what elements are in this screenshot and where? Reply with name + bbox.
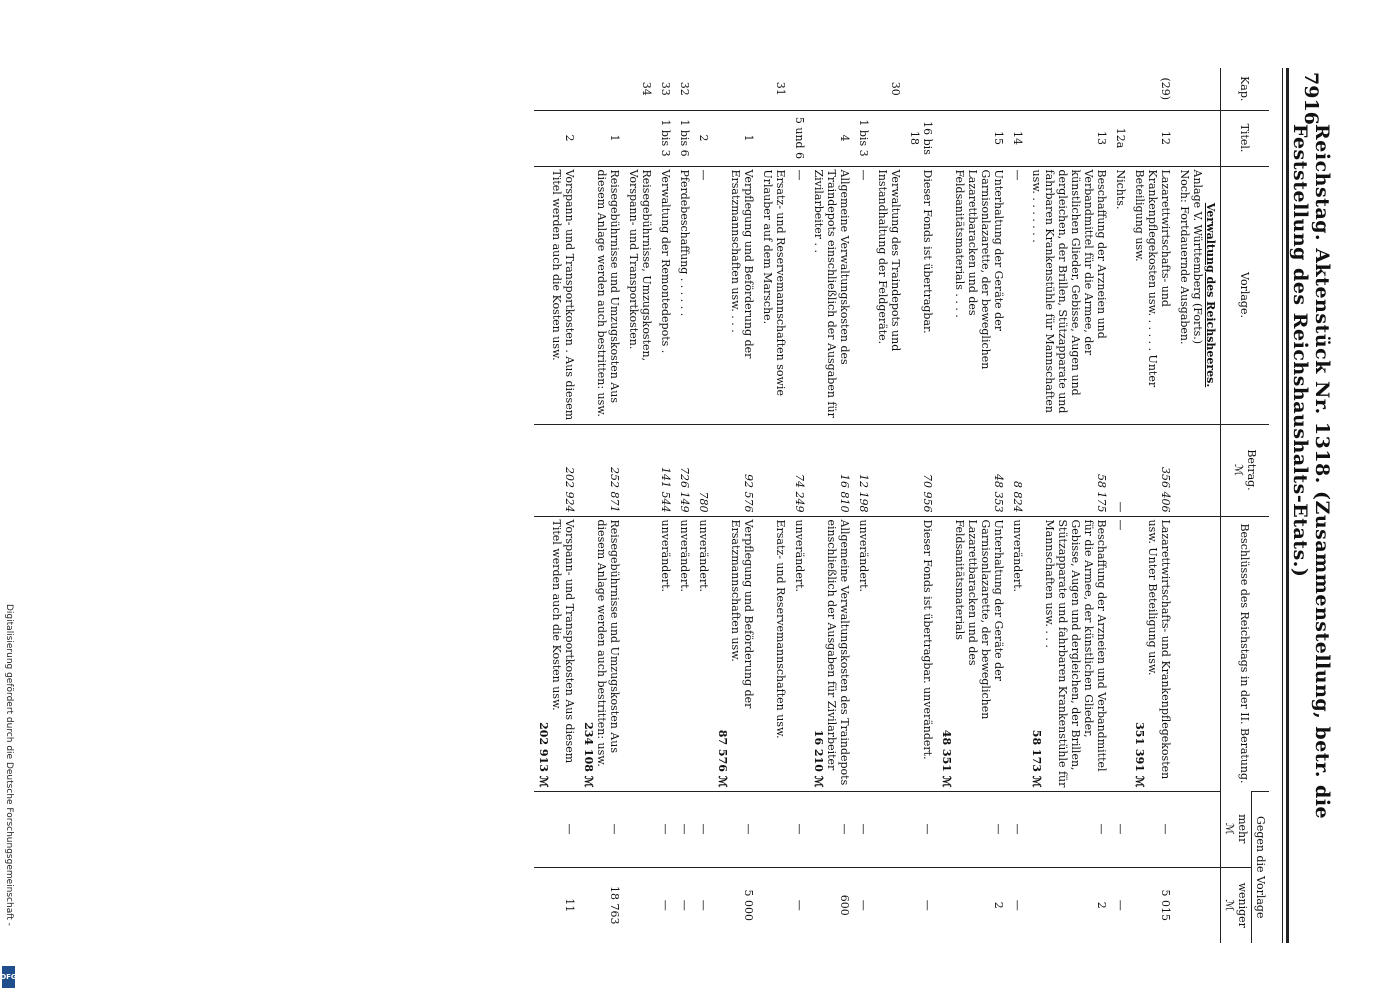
col-header-weniger <box>1221 867 1252 943</box>
cell-titel <box>1027 110 1111 166</box>
cell-betrag-text: 780 <box>697 491 710 513</box>
mehr-unit: ℳ <box>1223 822 1236 835</box>
cell-kap-text: 34 <box>640 81 653 96</box>
cell-weniger-text: 600 <box>838 894 851 916</box>
cell-vorlage-text: Beschaffung der Arzneien und Verbandmittel für die Armee, der künstlichen Glieder, Gebisse, Augen und dergleichen, der Brillen, Stützapparate und fahrbaren Krankenstühle für Mannschaften usw. . . . . . . . <box>1030 169 1108 414</box>
cell-beschluss <box>905 516 937 791</box>
cell-weniger <box>937 867 1008 943</box>
cell-vorlage <box>1008 166 1027 424</box>
table-row <box>694 68 713 943</box>
cell-mehr-text: — <box>608 823 621 835</box>
cell-kap <box>873 68 905 110</box>
cell-vorlage-text: Lazarettwirtschafts- und Krankenpflegekosten usw. . . . . . Unter Beteiligung usw. <box>1133 169 1172 388</box>
cell-betrag-text: 252 871 <box>608 467 621 513</box>
cell-mehr <box>790 791 809 867</box>
table-row <box>656 68 675 943</box>
cell-kap <box>854 68 873 110</box>
cell-weniger-text: 5 000 <box>742 889 755 921</box>
cell-vorlage <box>758 166 790 424</box>
cell-weniger-text: — <box>1114 899 1127 911</box>
cell-weniger <box>694 867 713 943</box>
cell-betrag <box>758 424 790 516</box>
cell-mehr <box>624 791 656 867</box>
cell-kap <box>656 68 675 110</box>
col-header-gegen: Gegen die Vorlage <box>1252 791 1270 943</box>
table-row <box>624 68 656 943</box>
cell-mehr <box>656 791 675 867</box>
cell-beschluss-text: unverändert. <box>678 519 691 593</box>
cell-beschluss <box>1008 516 1027 791</box>
cell-kap <box>809 68 854 110</box>
cell-vorlage <box>579 166 624 424</box>
cell-vorlage <box>1027 166 1111 424</box>
budget-table <box>534 68 1269 943</box>
cell-titel <box>624 110 656 166</box>
table-row <box>809 68 854 943</box>
cell-beschluss-text: unverändert. <box>697 519 710 593</box>
cell-betrag-text: 141 544 <box>659 467 672 513</box>
col-header-vorlage: Vorlage. <box>1221 166 1270 424</box>
cell-betrag <box>694 424 713 516</box>
cell-beschluss-text: unverändert. <box>857 519 870 593</box>
table-row <box>758 68 790 943</box>
cell-weniger <box>534 867 579 943</box>
cell-mehr <box>1130 791 1175 867</box>
cell-kap <box>790 68 809 110</box>
cell-vorlage <box>873 166 905 424</box>
cell-weniger <box>905 867 937 943</box>
cell-titel-text: 4 <box>838 134 851 142</box>
table-body <box>534 68 1221 943</box>
cell-mehr <box>854 791 873 867</box>
cell-vorlage <box>809 166 854 424</box>
cell-beschluss-text: Allgemeine Verwaltungskosten des Traindepots einschließlich der Ausgaben für Zivilarbeiter <box>825 519 851 786</box>
cell-beschluss-text: Verpflegung und Beförderung der Ersatzmannschaften usw. <box>729 519 755 709</box>
cell-beschluss-text: Vorspann- und Transportkosten Aus diesem Titel werden auch die Kosten usw. <box>550 519 576 764</box>
cell-kap-text: 33 <box>659 81 672 96</box>
cell-betrag-text: 12 198 <box>857 474 870 513</box>
cell-beschluss-text: — <box>1114 519 1127 531</box>
cell-weniger-text: — <box>678 899 691 911</box>
cell-weniger <box>1111 867 1130 943</box>
cell-vorlage-text: Verpflegung und Beförderung der Ersatzmannschaften usw. . . . <box>729 169 755 359</box>
cell-mehr-text: — <box>1114 823 1127 835</box>
cell-mehr-text: — <box>742 823 755 835</box>
cell-weniger <box>1027 867 1111 943</box>
table-header <box>1221 68 1270 943</box>
cell-kap <box>694 68 713 110</box>
cell-weniger-text: — <box>697 899 710 911</box>
table-row <box>1008 68 1027 943</box>
section-heading-row <box>1175 68 1221 943</box>
table-row <box>1111 68 1130 943</box>
cell-titel-text: 14 <box>1011 131 1024 145</box>
cell-titel <box>809 110 854 166</box>
cell-mehr <box>937 791 1008 867</box>
cell-vorlage <box>675 166 694 424</box>
cell-weniger-text: — <box>659 899 672 911</box>
table-row <box>713 68 758 943</box>
cell-weniger <box>809 867 854 943</box>
cell-mehr-text: — <box>838 823 851 835</box>
cell-vorlage-text: Pferdebeschaffung . . . . . . <box>678 169 691 317</box>
cell-betrag <box>873 424 905 516</box>
cell-betrag <box>534 424 579 516</box>
cell-kap <box>534 68 579 110</box>
cell-vorlage-text: Dieser Fonds ist übertragbar. <box>921 169 934 334</box>
col-header-titel: Titel. <box>1221 110 1270 166</box>
cell-weniger-text: — <box>793 899 806 911</box>
cell-betrag <box>905 424 937 516</box>
cell-vorlage <box>1111 166 1130 424</box>
cell-titel <box>937 110 1008 166</box>
cell-mehr <box>675 791 694 867</box>
cell-beschluss-text: Reisegebührnisse und Umzugskosten Aus diesem Anlage werden auch bestritten: usw. <box>595 519 621 767</box>
cell-weniger <box>873 867 905 943</box>
table-row <box>937 68 1008 943</box>
cell-betrag <box>1111 424 1130 516</box>
cell-mehr-text: — <box>1011 823 1024 835</box>
cell-kap <box>624 68 656 110</box>
cell-beschluss-amount: 202 913 ℳ <box>537 722 550 788</box>
page-header-title: Reichstag. Aktenstück Nr. 1318. (Zusammenstellung, betr. die Feststellung des Reichshaushalts-Etats.) <box>1289 124 1333 820</box>
cell-mehr <box>905 791 937 867</box>
page-number: 7916 <box>1300 72 1322 125</box>
cell-titel <box>905 110 937 166</box>
cell-beschluss <box>579 516 624 791</box>
cell-betrag <box>937 424 1008 516</box>
page-header <box>1290 72 1332 952</box>
table-row <box>1130 68 1175 943</box>
cell-weniger <box>624 867 656 943</box>
cell-beschluss <box>624 516 656 791</box>
cell-weniger-text: 2 <box>1095 901 1108 909</box>
cell-titel-text: 5 und 6 <box>793 116 806 160</box>
table-row <box>854 68 873 943</box>
header-rule-thick <box>1286 68 1289 943</box>
cell-kap <box>1027 68 1111 110</box>
cell-titel-text: 1 <box>742 134 755 142</box>
cell-mehr <box>758 791 790 867</box>
cell-vorlage <box>624 166 656 424</box>
header-rule-thin <box>1282 68 1283 943</box>
cell-beschluss <box>656 516 675 791</box>
cell-weniger-text: 2 <box>992 901 1005 909</box>
table-row <box>790 68 809 943</box>
cell-kap <box>905 68 937 110</box>
cell-beschluss <box>534 516 579 791</box>
cell-betrag-text: 726 149 <box>678 467 691 513</box>
section-subtitle-2: Noch: Fortdauernde Ausgaben. <box>1178 169 1191 345</box>
cell-vorlage <box>694 166 713 424</box>
cell-titel-text: 1 bis 6 <box>678 119 691 157</box>
cell-titel <box>1008 110 1027 166</box>
cell-vorlage-text: Reisegebührnisse, Umzugskosten, Vorspann- und Transportkosten. <box>627 169 653 362</box>
cell-beschluss-text: unverändert. <box>659 519 672 593</box>
cell-mehr-text: — <box>992 823 1005 835</box>
digitization-note-text: Digitalisierung gefördert durch die Deutsche Forschungsgemeinschaft - <box>4 604 14 926</box>
cell-kap <box>1111 68 1130 110</box>
cell-titel <box>656 110 675 166</box>
cell-betrag <box>713 424 758 516</box>
cell-titel <box>713 110 758 166</box>
cell-titel-text: 13 <box>1095 131 1108 145</box>
cell-vorlage-text: Ersatz- und Reservemannschaften sowie Urlauber auf dem Marsche. <box>761 169 787 396</box>
cell-beschluss-amount: 48 351 ℳ <box>940 729 953 788</box>
cell-betrag-text: — <box>1114 501 1127 513</box>
cell-beschluss <box>809 516 854 791</box>
cell-vorlage <box>905 166 937 424</box>
cell-kap <box>1008 68 1027 110</box>
betrag-unit: ℳ <box>1232 464 1245 476</box>
table-row <box>675 68 694 943</box>
cell-vorlage-text: Nichts. <box>1114 169 1127 210</box>
cell-kap-text: (29) <box>1159 77 1172 101</box>
cell-titel-text: 1 <box>608 134 621 142</box>
cell-titel <box>579 110 624 166</box>
cell-betrag <box>1130 424 1175 516</box>
cell-beschluss-amount: 87 576 ℳ <box>716 729 729 788</box>
cell-beschluss-amount: 351 391 ℳ <box>1133 722 1146 788</box>
cell-beschluss-text: Unterhaltung der Geräte der Garnisonlazarette, der beweglichen Lazarettbaracken und des Feldsanitätsmaterials <box>953 519 1005 720</box>
cell-mehr <box>694 791 713 867</box>
section-title: Verwaltung des Reichsheeres. <box>1204 202 1217 388</box>
cell-vorlage-text: Reisegebührnisse und Umzugskosten Aus diesem Anlage werden auch bestritten: usw. <box>595 169 621 417</box>
cell-betrag-text: 70 956 <box>921 474 934 513</box>
cell-beschluss <box>854 516 873 791</box>
cell-kap-text: 31 <box>774 81 787 96</box>
cell-mehr <box>1008 791 1027 867</box>
cell-beschluss <box>1130 516 1175 791</box>
cell-weniger <box>758 867 790 943</box>
cell-betrag-text: 48 353 <box>992 474 1005 513</box>
cell-weniger-text: 5 015 <box>1159 889 1172 921</box>
col-header-betrag <box>1221 424 1270 516</box>
weniger-label: weniger <box>1236 882 1249 928</box>
cell-vorlage <box>656 166 675 424</box>
cell-vorlage <box>790 166 809 424</box>
cell-beschluss <box>713 516 758 791</box>
cell-beschluss-text: Lazarettwirtschafts- und Krankenpflegekosten usw. Unter Beteiligung usw. <box>1146 519 1172 780</box>
cell-betrag-text: 8 824 <box>1011 481 1024 513</box>
cell-vorlage <box>1130 166 1175 424</box>
cell-beschluss <box>694 516 713 791</box>
cell-betrag <box>809 424 854 516</box>
cell-beschluss-text: unverändert. <box>1011 519 1024 593</box>
col-header-mehr <box>1221 791 1252 867</box>
cell-kap-text: 32 <box>678 81 691 96</box>
cell-titel-text: 12 <box>1159 131 1172 145</box>
cell-vorlage <box>854 166 873 424</box>
cell-weniger <box>713 867 758 943</box>
cell-beschluss <box>758 516 790 791</box>
cell-vorlage-text: — <box>697 169 710 181</box>
cell-beschluss-amount: 16 210 ℳ <box>812 729 825 788</box>
cell-betrag <box>790 424 809 516</box>
cell-betrag-text: 202 924 <box>563 467 576 513</box>
cell-weniger-text: — <box>1011 899 1024 911</box>
cell-beschluss <box>937 516 1008 791</box>
cell-mehr <box>713 791 758 867</box>
col-header-beschluesse: Beschlüsse des Reichstags in der II. Beratung. <box>1221 516 1270 791</box>
cell-titel-text: 2 <box>563 134 576 142</box>
cell-beschluss-amount: 58 173 ℳ <box>1030 729 1043 788</box>
cell-titel-text: 15 <box>992 131 1005 145</box>
cell-beschluss <box>675 516 694 791</box>
cell-weniger-text: — <box>921 899 934 911</box>
cell-kap <box>758 68 790 110</box>
table-row <box>1027 68 1111 943</box>
cell-weniger <box>579 867 624 943</box>
cell-betrag-text: 74 249 <box>793 474 806 513</box>
cell-titel <box>873 110 905 166</box>
cell-titel-text: 12a <box>1114 127 1127 149</box>
cell-vorlage-text: Verwaltung des Traindepots und Instandhaltung der Feldgeräte. <box>876 169 902 352</box>
dfg-logo: DFG <box>2 966 15 988</box>
cell-mehr <box>534 791 579 867</box>
cell-betrag <box>624 424 656 516</box>
cell-mehr <box>579 791 624 867</box>
cell-vorlage <box>713 166 758 424</box>
betrag-label: Betrag. <box>1245 449 1258 491</box>
cell-beschluss <box>873 516 905 791</box>
cell-titel-text: 1 bis 3 <box>857 119 870 157</box>
cell-vorlage-text: Vorspann- und Transportkosten . Aus diesem Titel werden auch die Kosten usw. <box>550 169 576 421</box>
cell-beschluss-text: unverändert. <box>793 519 806 593</box>
cell-titel <box>534 110 579 166</box>
cell-titel-text: 2 <box>697 134 710 142</box>
cell-mehr <box>1027 791 1111 867</box>
cell-mehr-text: — <box>697 823 710 835</box>
cell-beschluss <box>790 516 809 791</box>
cell-betrag <box>675 424 694 516</box>
cell-beschluss-amount: 234 108 ℳ <box>582 722 595 788</box>
cell-mehr-text: — <box>563 823 576 835</box>
cell-vorlage-text: — <box>857 169 870 181</box>
cell-weniger <box>1130 867 1175 943</box>
cell-vorlage <box>534 166 579 424</box>
weniger-unit: ℳ <box>1223 899 1236 912</box>
cell-kap <box>937 68 1008 110</box>
cell-beschluss <box>1111 516 1130 791</box>
cell-mehr-text: — <box>1095 823 1108 835</box>
cell-betrag <box>1008 424 1027 516</box>
digitization-note <box>2 604 16 994</box>
cell-mehr-text: — <box>659 823 672 835</box>
cell-vorlage-text: — <box>1011 169 1024 181</box>
cell-titel <box>854 110 873 166</box>
cell-kap <box>579 68 624 110</box>
cell-weniger <box>790 867 809 943</box>
cell-titel <box>694 110 713 166</box>
cell-betrag <box>656 424 675 516</box>
cell-beschluss-text: Dieser Fonds ist übertragbar. unverändert. <box>921 519 934 760</box>
cell-mehr-text: — <box>678 823 691 835</box>
section-subtitle: Anlage V. Württemberg (Forts.) <box>1191 169 1204 345</box>
cell-weniger-text: 11 <box>563 898 576 913</box>
cell-weniger <box>854 867 873 943</box>
cell-mehr-text: — <box>857 823 870 835</box>
cell-beschluss-text: Ersatz- und Reservemannschaften usw. <box>774 519 787 739</box>
cell-mehr <box>873 791 905 867</box>
table-row <box>579 68 624 943</box>
cell-vorlage-text: — <box>793 169 806 181</box>
cell-titel <box>1130 110 1175 166</box>
cell-titel <box>1111 110 1130 166</box>
cell-beschluss <box>1027 516 1111 791</box>
cell-weniger <box>656 867 675 943</box>
cell-weniger-text: — <box>857 899 870 911</box>
col-header-kap: Kap. <box>1221 68 1270 110</box>
cell-titel-text: 1 bis 3 <box>659 119 672 157</box>
cell-kap <box>675 68 694 110</box>
table-row <box>873 68 905 943</box>
cell-vorlage-text: Unterhaltung der Geräte der Garnisonlazarette, der beweglichen Lazarettbaracken und des Feldsanitätsmaterials . . . . <box>953 169 1005 370</box>
cell-titel <box>790 110 809 166</box>
cell-betrag <box>854 424 873 516</box>
cell-betrag <box>1027 424 1111 516</box>
cell-betrag-text: 16 810 <box>838 474 851 513</box>
cell-titel <box>675 110 694 166</box>
cell-titel <box>758 110 790 166</box>
table-row <box>534 68 579 943</box>
cell-betrag-text: 92 576 <box>742 474 755 513</box>
cell-betrag-text: 356 406 <box>1159 467 1172 513</box>
cell-weniger <box>1008 867 1027 943</box>
cell-kap <box>713 68 758 110</box>
cell-weniger-text: 18 763 <box>608 886 621 925</box>
cell-weniger <box>675 867 694 943</box>
cell-betrag <box>579 424 624 516</box>
cell-kap <box>1130 68 1175 110</box>
cell-mehr-text: — <box>793 823 806 835</box>
cell-mehr-text: — <box>1159 823 1172 835</box>
cell-beschluss-text: Beschaffung der Arzneien und Verbandmittel für die Armee, der künstlichen Glieder, Gebisse, Augen und dergleichen, der Brillen, Stützapparate und fahrbaren Krankenstühle für Mannschaften usw. . . . <box>1043 519 1108 788</box>
cell-vorlage <box>937 166 1008 424</box>
cell-vorlage-text: Allgemeine Verwaltungskosten des Traindepots einschließlich der Ausgaben für Zivilarbeiter . . <box>812 169 851 418</box>
cell-betrag-text: 58 175 <box>1095 474 1108 513</box>
cell-kap-text: 30 <box>889 81 902 96</box>
cell-titel-text: 16 bis 18 <box>908 121 934 155</box>
mehr-label: mehr <box>1236 814 1249 844</box>
cell-mehr <box>1111 791 1130 867</box>
cell-vorlage-text: Verwaltung der Remontedepots . <box>659 169 672 354</box>
cell-mehr-text: — <box>921 823 934 835</box>
cell-mehr <box>809 791 854 867</box>
table-row <box>905 68 937 943</box>
